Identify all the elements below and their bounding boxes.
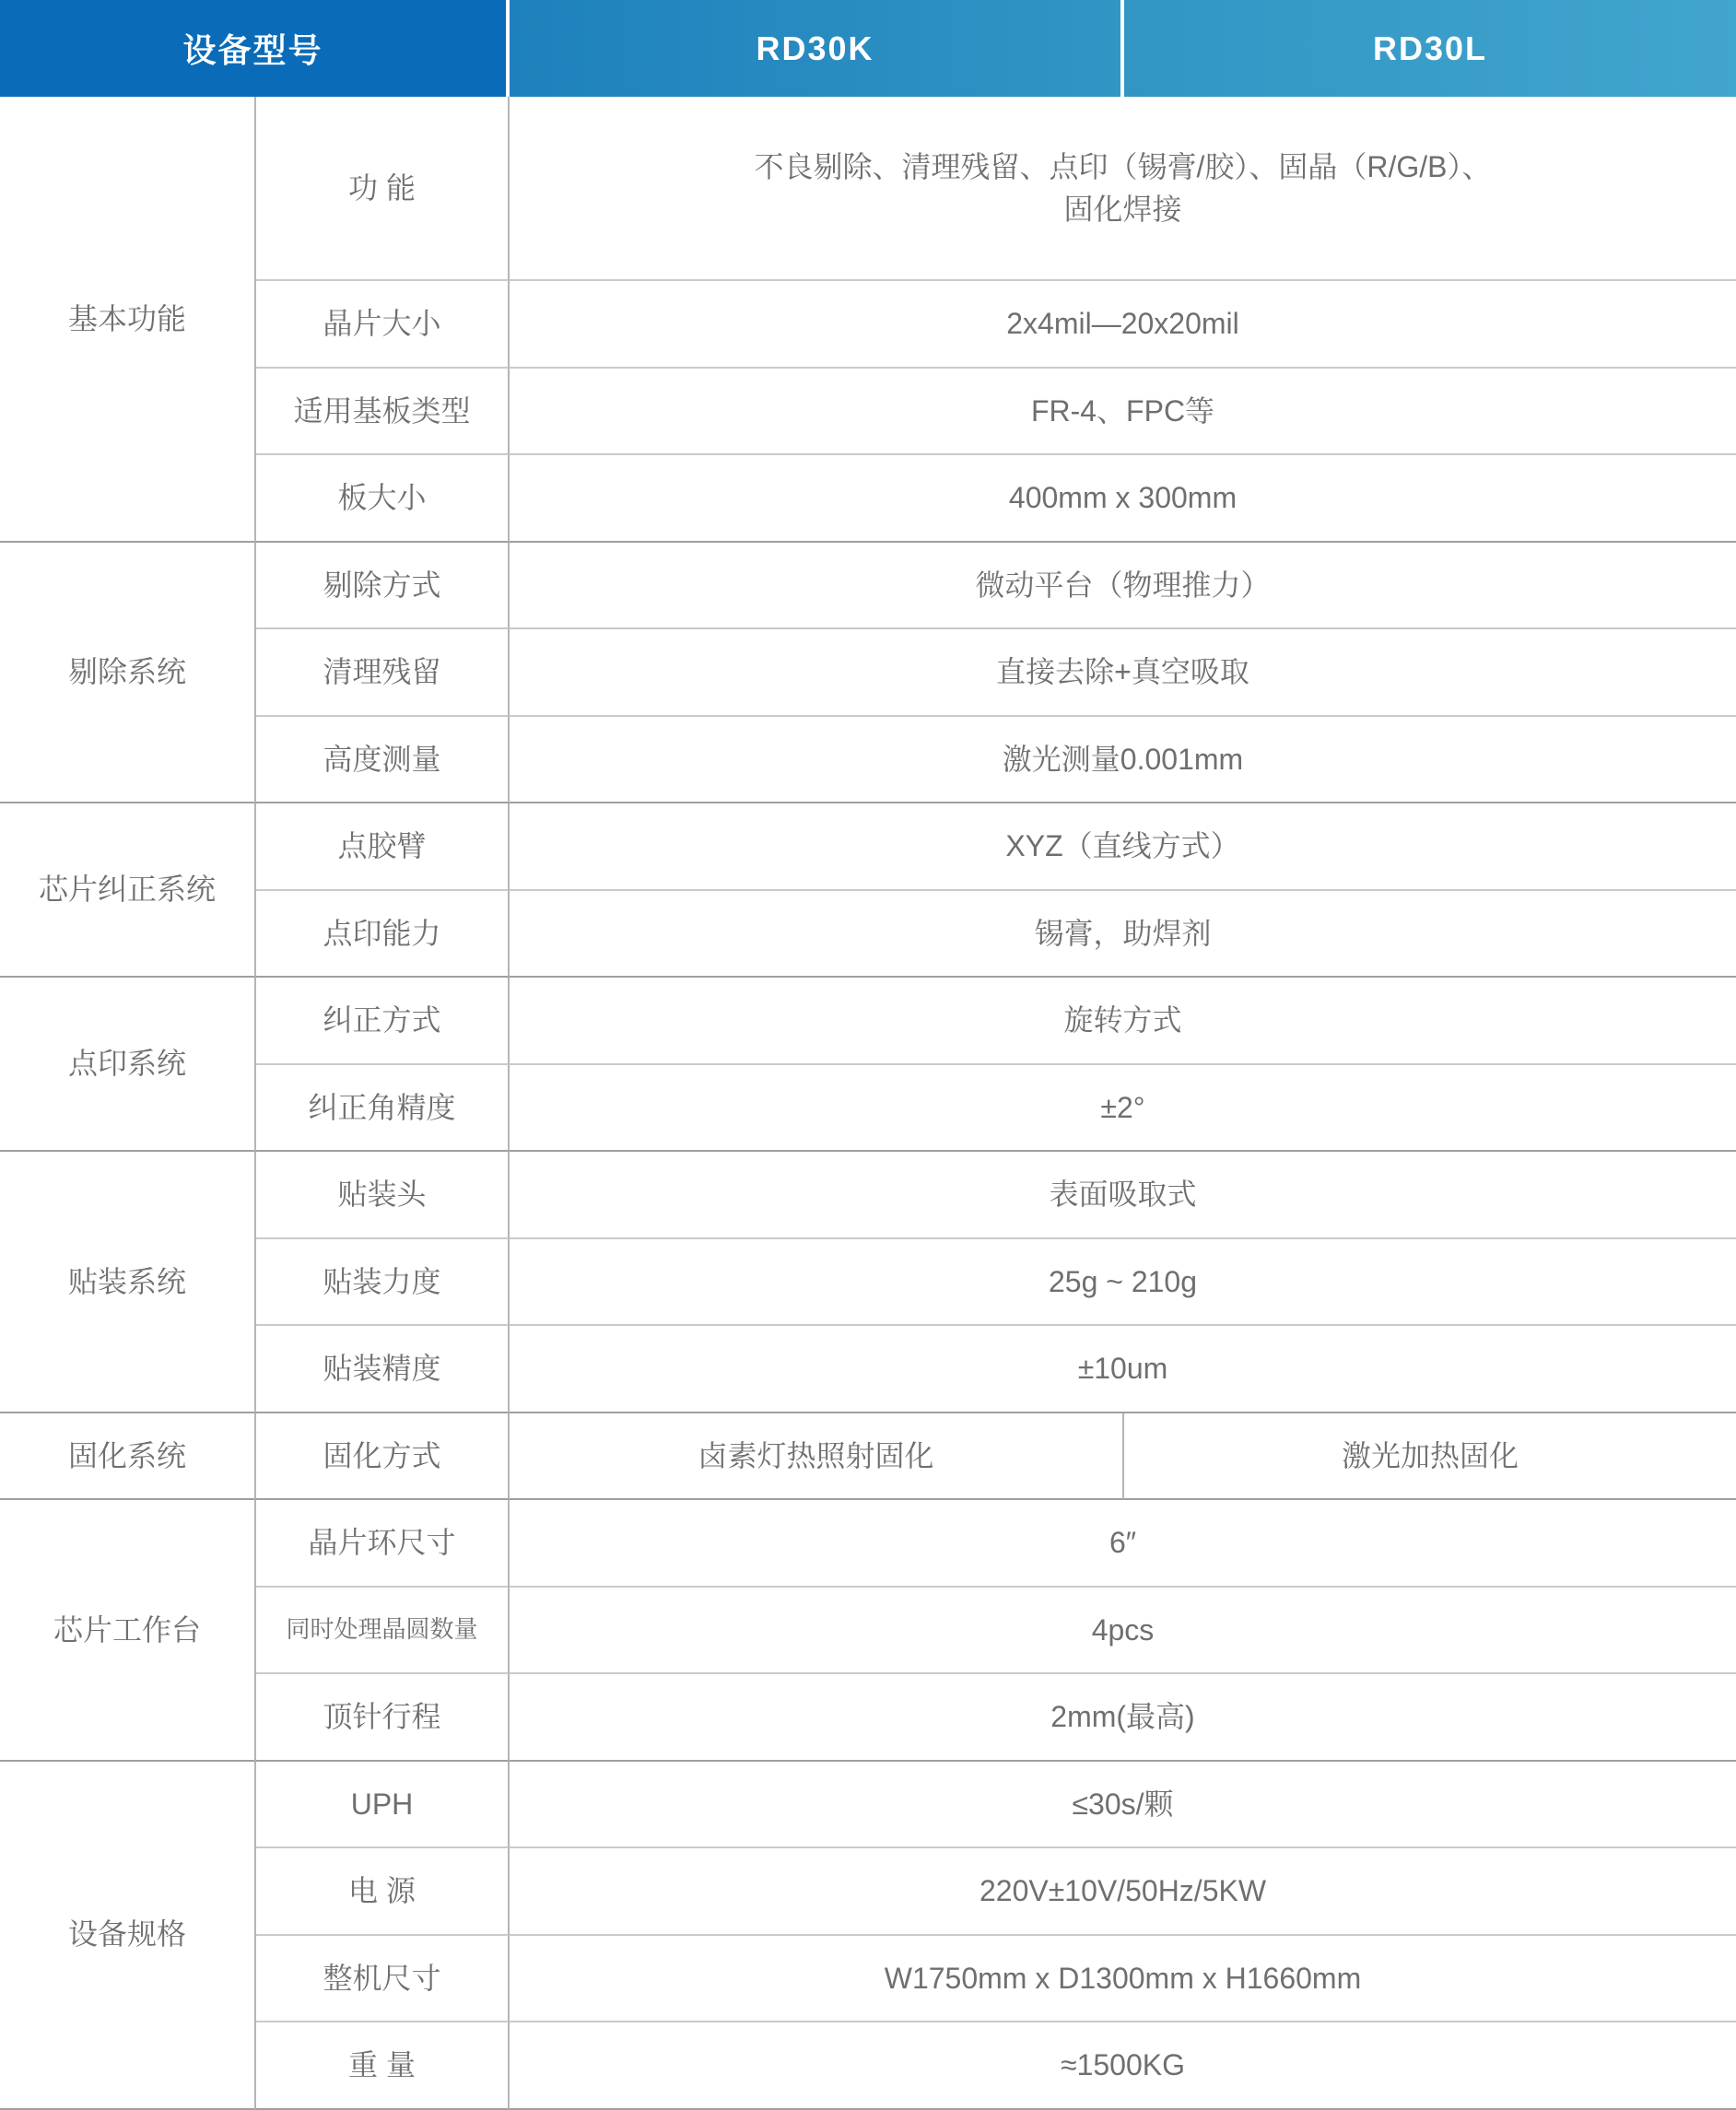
group-cell-equipment-specs: 设备规格 — [0, 1762, 256, 2110]
value-cell-ejector-stroke: 2mm(最高) — [510, 1674, 1736, 1762]
param-cell-board-size: 板大小 — [256, 455, 510, 543]
value-cell-die-size: 2x4mil—20x20mil — [510, 281, 1736, 369]
value-cell-print-ability: 锡膏，助焊剂 — [510, 891, 1736, 979]
param-cell-dispensing-arm: 点胶臂 — [256, 803, 510, 891]
param-cell-correction-method: 纠正方式 — [256, 978, 510, 1065]
value-cell-mount-accuracy: ±10um — [510, 1326, 1736, 1413]
table-body — [0, 97, 1736, 2110]
value-cell-weight: ≈1500KG — [510, 2022, 1736, 2110]
group-cell-removal-system: 剔除系统 — [0, 543, 256, 804]
param-cell-mount-force: 贴装力度 — [256, 1239, 510, 1327]
param-cell-wafer-count: 同时处理晶圆数量 — [256, 1588, 510, 1675]
param-cell-mount-accuracy: 贴装精度 — [256, 1326, 510, 1413]
value-cell-power: 220V±10V/50Hz/5KW — [510, 1848, 1736, 1936]
value-cell-dispensing-arm: XYZ（直线方式） — [510, 803, 1736, 891]
header-model-rd30k: RD30K — [510, 0, 1124, 97]
param-cell-die-size: 晶片大小 — [256, 281, 510, 369]
value-cell-curing-rd30k: 卤素灯热照射固化 — [510, 1413, 1124, 1501]
value-cell-angle-accuracy: ±2° — [510, 1065, 1736, 1153]
param-cell-uph: UPH — [256, 1762, 510, 1849]
value-cell-substrate-type: FR-4、FPC等 — [510, 369, 1736, 456]
param-cell-removal-method: 剔除方式 — [256, 543, 510, 630]
param-cell-weight: 重 量 — [256, 2022, 510, 2110]
param-cell-height-measure: 高度测量 — [256, 717, 510, 804]
value-function-line1: 不良剔除、清理残留、点印（锡膏/胶）、固晶（R/G/B）、 — [754, 149, 1492, 183]
param-cell-curing-method: 固化方式 — [256, 1413, 510, 1501]
value-cell-removal-method: 微动平台（物理推力） — [510, 543, 1736, 630]
group-cell-mounting-system: 贴装系统 — [0, 1152, 256, 1413]
group-cell-chip-workstation: 芯片工作台 — [0, 1500, 256, 1762]
value-cell-correction-method: 旋转方式 — [510, 978, 1736, 1065]
group-cell-chip-correction: 芯片纠正系统 — [0, 803, 256, 978]
param-cell-print-ability: 点印能力 — [256, 891, 510, 979]
param-cell-machine-size: 整机尺寸 — [256, 1936, 510, 2023]
param-cell-ejector-stroke: 顶针行程 — [256, 1674, 510, 1762]
group-cell-printing-system: 点印系统 — [0, 978, 256, 1152]
value-cell-uph: ≤30s/颗 — [510, 1762, 1736, 1849]
param-cell-angle-accuracy: 纠正角精度 — [256, 1065, 510, 1153]
param-cell-residue-clean: 清理残留 — [256, 629, 510, 717]
value-cell-height-measure: 激光测量0.001mm — [510, 717, 1736, 804]
param-cell-wafer-ring-size: 晶片环尺寸 — [256, 1500, 510, 1588]
value-cell-mount-head: 表面吸取式 — [510, 1152, 1736, 1239]
value-cell-mount-force: 25g ~ 210g — [510, 1239, 1736, 1327]
header-device-model: 设备型号 — [0, 0, 510, 97]
param-cell-power: 电 源 — [256, 1848, 510, 1936]
value-function-line2: 固化焊接 — [1063, 193, 1182, 226]
param-cell-substrate-type: 适用基板类型 — [256, 369, 510, 456]
value-cell-residue-clean: 直接去除+真空吸取 — [510, 629, 1736, 717]
value-cell-curing-rd30l: 激光加热固化 — [1124, 1413, 1736, 1501]
value-cell-board-size: 400mm x 300mm — [510, 455, 1736, 543]
value-cell-machine-size: W1750mm x D1300mm x H1660mm — [510, 1936, 1736, 2023]
param-cell-mount-head: 贴装头 — [256, 1152, 510, 1239]
value-cell-function — [510, 97, 1736, 281]
value-cell-wafer-ring-size: 6″ — [510, 1500, 1736, 1588]
group-cell-curing-system: 固化系统 — [0, 1413, 256, 1501]
value-cell-wafer-count: 4pcs — [510, 1588, 1736, 1675]
param-cell-function: 功 能 — [256, 97, 510, 281]
table-header-row — [0, 0, 1736, 97]
header-model-rd30l: RD30L — [1124, 0, 1736, 97]
group-cell-basic-functions: 基本功能 — [0, 97, 256, 543]
